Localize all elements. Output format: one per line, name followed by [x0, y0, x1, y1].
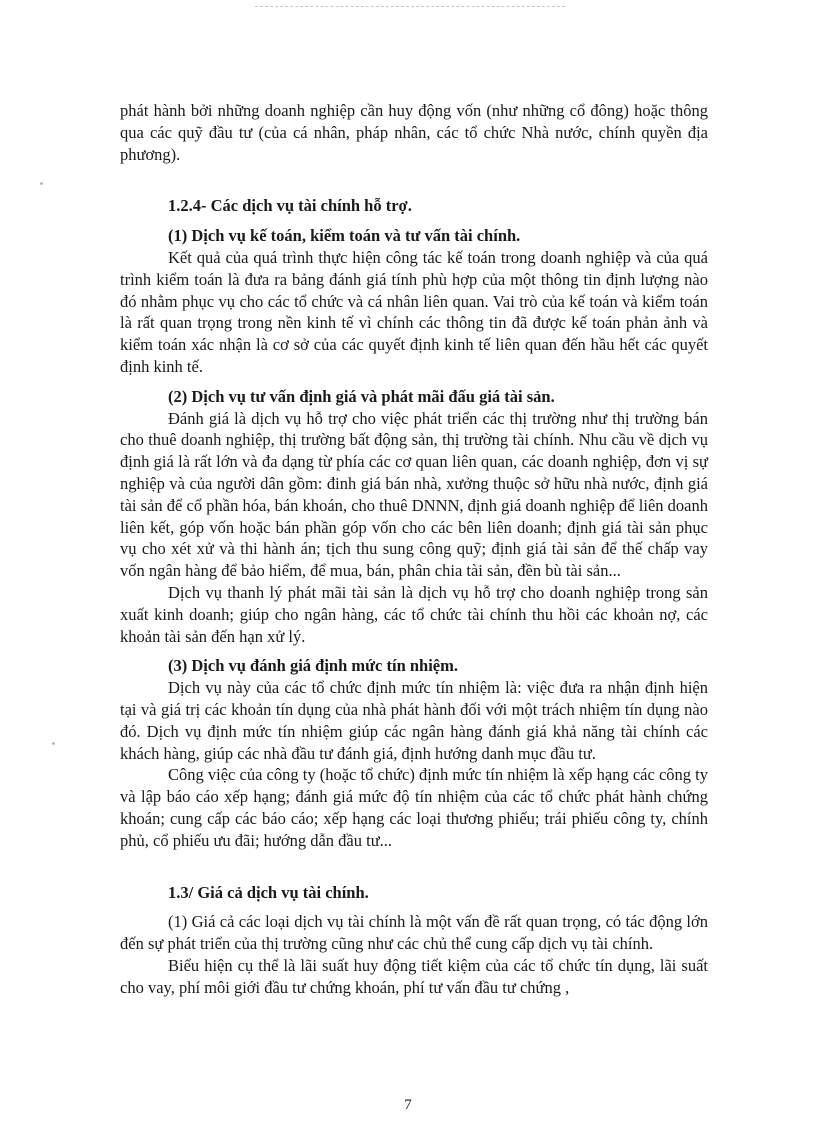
- scan-speck: [40, 182, 43, 185]
- document-body: [120, 100, 708, 998]
- paragraph: Đánh giá là dịch vụ hỗ trợ cho việc phát triển các thị trường như thị trường bán cho thuê doanh nghiệp, thị trường bất động sản, thị trường tài chính. Nhu cầu về dịch vụ định giá là rất lớn và đa dạng từ phía các cơ quan liên quan, các doanh nghiệp, đơn vị sự nghiệp và của người dân gồm: đinh giá bán nhà, xưởng thuộc sở hữu nhà nước, định giá tài sản để cổ phần hóa, bán khoán, cho thuê DNNN, định giá doanh nghiệp để liên doanh liên kết, góp vốn hoặc bán phần góp vốn cho các bên liên doanh; định giá tài sản phục vụ cho xét xử và thi hành án; tịch thu sung công quỹ; định giá tài sản để thế chấp vay vốn ngân hàng để bảo hiểm, để mua, bán, phân chia tài sản, đền bù tài sản...: [120, 408, 708, 581]
- scan-speck: [52, 742, 55, 745]
- intro-paragraph: phát hành bởi những doanh nghiệp cần huy động vốn (như những cổ đông) hoặc thông qua các quỹ đầu tư (của cá nhân, pháp nhân, các tổ chức Nhà nước, chính quyền địa phương).: [120, 101, 708, 164]
- paragraph: Dịch vụ này của các tổ chức định mức tín nhiệm là: việc đưa ra nhận định hiện tại và giá trị các khoản tín dụng của nhà phát hành đối với một trách nhiệm tín dụng nào đó. Dịch vụ định mức tín nhiệm giúp các ngân hàng đánh giá khả năng tài chính các khách hàng, giúp các nhà đầu tư đánh giá, định hướng danh mục đầu tư.: [120, 678, 708, 763]
- paragraph: Công việc của công ty (hoặc tổ chức) định mức tín nhiệm là xếp hạng các công ty và lập báo cáo xếp hạng; đánh giá mức độ tín nhiệm của các tổ chức phát hành chứng khoán; cung cấp các báo cáo; xếp hạng các loại thương phiếu; trái phiếu công ty, chính phủ, cổ phiếu ưu đãi; hướng dẫn đầu tư...: [120, 765, 708, 850]
- page-number: 7: [404, 1097, 412, 1113]
- subsection-heading-credit-rating: (3) Dịch vụ đánh giá định mức tín nhiệm.: [168, 656, 458, 676]
- subsection-heading-valuation: (2) Dịch vụ tư vấn định giá và phát mãi đấu giá tài sản.: [168, 386, 555, 406]
- paragraph: (1) Giá cả các loại dịch vụ tài chính là một vấn đề rất quan trọng, có tác động lớn đến sự phát triển của thị trường cũng như các chủ thể cung cấp dịch vụ tài chính.: [120, 912, 708, 954]
- paragraph: Kết quả của quá trình thực hiện công tác kế toán trong doanh nghiệp và của quá trình kiểm toán là đưa ra bảng đánh giá tính phù hợp của một thông tin định lượng nào đó nhằm phục vụ cho các tổ chức và cá nhân liên quan. Vai trò của kế toán và kiểm toán là rất quan trọng trong nền kinh tế vì chính các thông tin đã được kế toán phản ảnh và kiểm toán xác nhận là cơ sở của các quyết định kinh tế liên quan đến hầu hết các quyết định kinh tế.: [120, 247, 708, 376]
- subsection-heading-accounting: (1) Dịch vụ kế toán, kiểm toán và tư vấn tài chính.: [168, 226, 521, 246]
- scan-artifact-top: [255, 6, 565, 13]
- section-heading-1-3: 1.3/ Giá cả dịch vụ tài chính.: [168, 882, 369, 902]
- paragraph: Biểu hiện cụ thể là lãi suất huy động tiết kiệm của các tổ chức tín dụng, lãi suất cho vay, phí môi giới đầu tư chứng khoán, phí tư vấn đầu tư chứng ,: [120, 955, 708, 997]
- section-heading-1-2-4: 1.2.4- Các dịch vụ tài chính hỗ trợ.: [168, 196, 412, 216]
- paragraph: Dịch vụ thanh lý phát mãi tài sản là dịch vụ hỗ trợ cho doanh nghiệp trong sản xuất kinh doanh; giúp cho ngân hàng, các tổ chức tài chính thu hồi các khoản nợ, các khoản tài sản đến hạn xử lý.: [120, 582, 708, 646]
